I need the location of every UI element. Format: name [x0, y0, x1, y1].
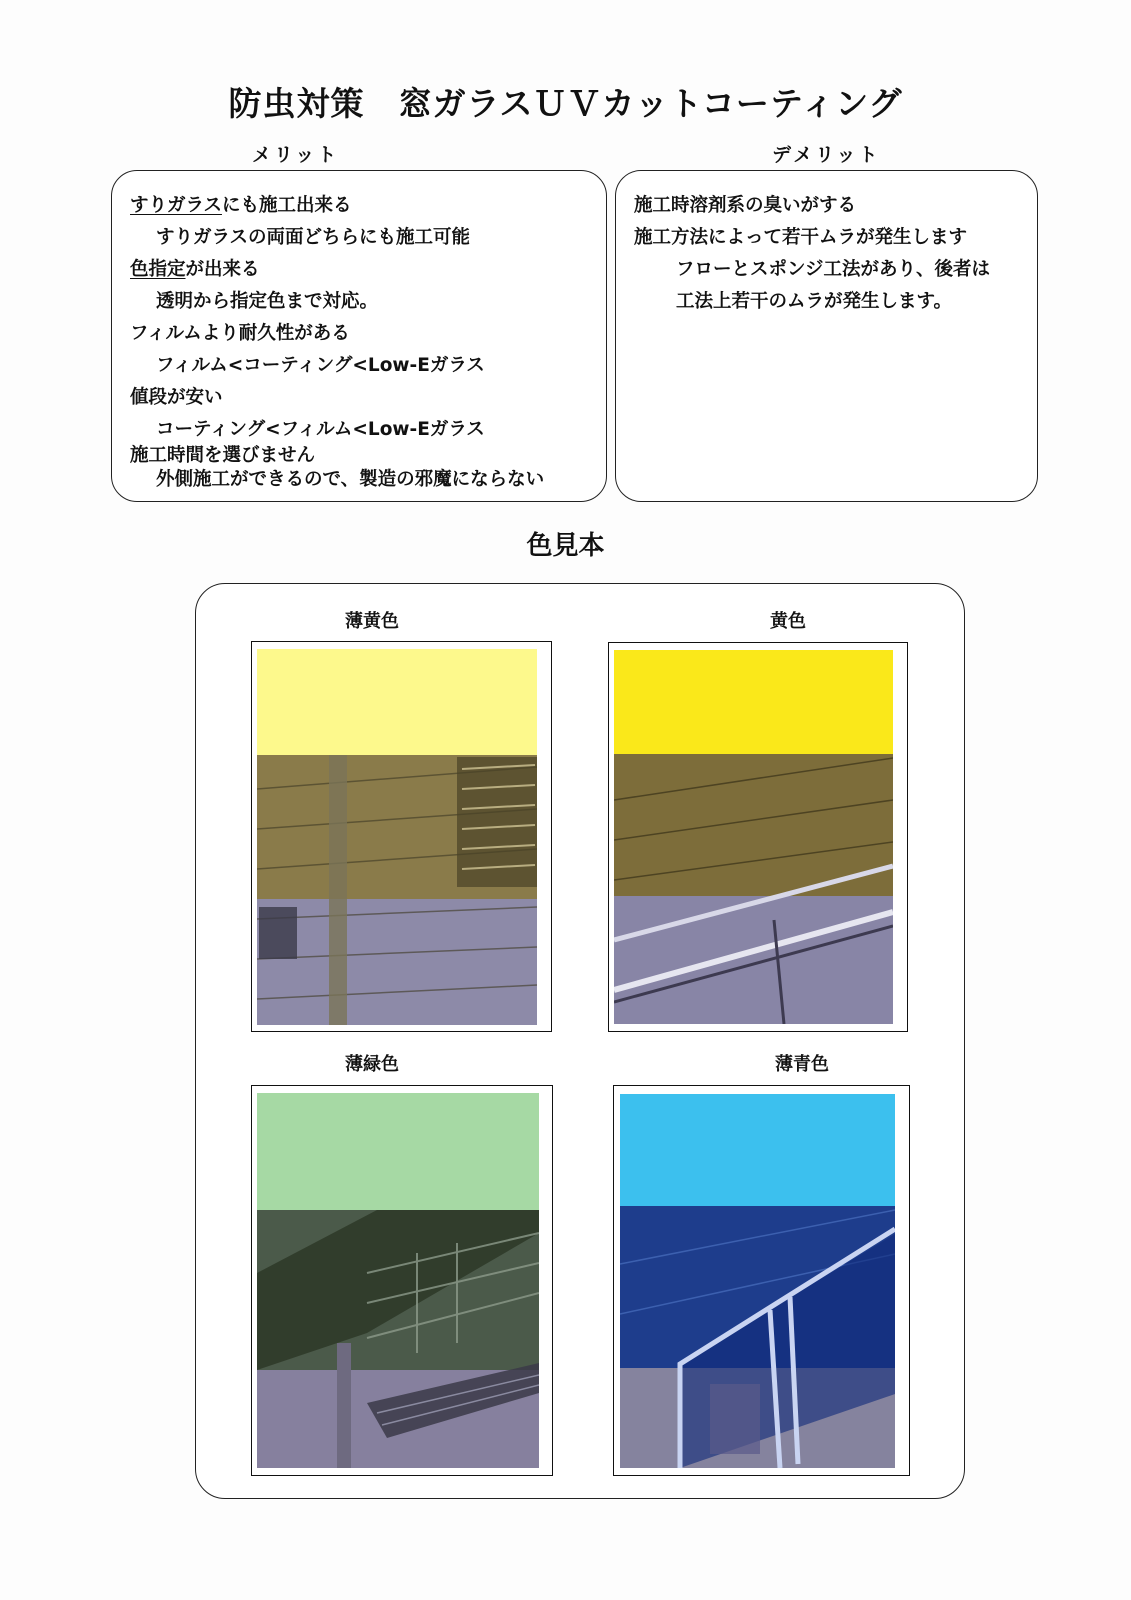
merit-line: 色指定が出来る	[130, 259, 260, 280]
swatch-photo	[257, 649, 537, 1025]
swatch-label-yellow: 黄色	[770, 611, 806, 632]
merit-line: フィルム<コーティング<Low-Eガラス	[156, 355, 485, 376]
merit-line: コーティング<フィルム<Low-Eガラス	[156, 419, 485, 440]
demerit-line: 施工方法によって若干ムラが発生します	[634, 227, 968, 248]
demerit-line: 施工時溶剤系の臭いがする	[634, 195, 857, 216]
merit-box	[111, 170, 607, 502]
swatch-frame-light-green	[251, 1085, 553, 1476]
merit-line: 透明から指定色まで対応。	[156, 291, 379, 312]
merit-heading: メリット	[252, 144, 340, 166]
merit-line: 値段が安い	[130, 387, 223, 408]
swatch-photo	[257, 1093, 539, 1468]
swatch-frame-light-blue	[613, 1085, 910, 1476]
color-sample-heading: 色見本	[526, 531, 605, 561]
page-title: 防虫対策 窓ガラスＵＶカットコーティング	[228, 84, 903, 123]
merit-line: フィルムより耐久性がある	[130, 323, 350, 344]
merit-line: 外側施工ができるので、製造の邪魔にならない	[156, 469, 545, 490]
swatch-label-light-yellow: 薄黄色	[345, 611, 399, 632]
demerit-line: 工法上若干のムラが発生します。	[676, 291, 953, 312]
demerit-heading: デメリット	[772, 144, 881, 166]
demerit-line: フローとスポンジ工法があり、後者は	[676, 259, 991, 280]
merit-line: すりガラスにも施工出来る	[130, 195, 352, 216]
merit-line: すりガラスの両面どちらにも施工可能	[156, 227, 470, 248]
swatch-frame-yellow	[608, 642, 908, 1032]
demerit-box	[615, 170, 1038, 502]
swatch-photo	[614, 650, 893, 1024]
swatch-label-light-blue: 薄青色	[775, 1054, 829, 1075]
swatch-label-light-green: 薄緑色	[345, 1054, 399, 1075]
swatch-frame-light-yellow	[251, 641, 552, 1032]
swatch-photo	[620, 1094, 895, 1468]
merit-line: 施工時間を選びません	[130, 445, 316, 466]
